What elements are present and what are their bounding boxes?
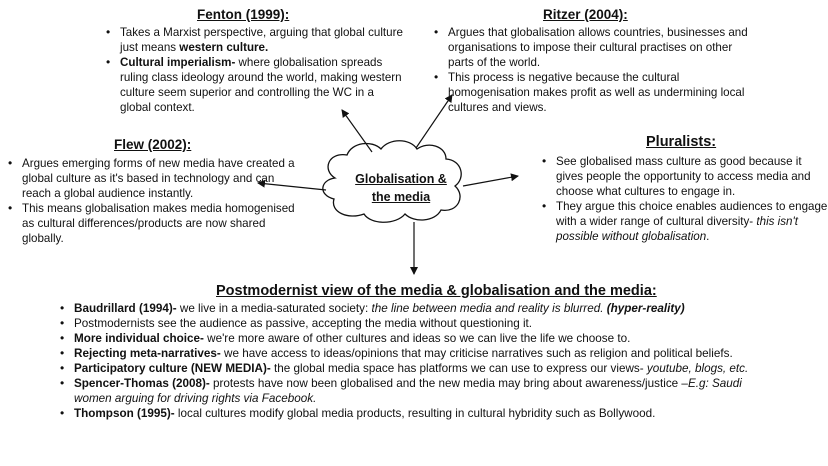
postmodernist-point-1: • Baudrillard (1994)- we live in a media-saturated society: the line between media and reality is blurred. (hyper-reality): [58, 301, 778, 316]
ritzer-point-1: • Argues that globalisation allows countries, businesses and organisations to impose their cultural practises on other parts of the world.: [432, 25, 750, 70]
ritzer-point-2: • This process is negative because the cultural homogenisation makes profit as well as undermining local cultures and views.: [432, 70, 750, 115]
flew-point-2: • This means globalisation makes media homogenised as cultural differences/products are now shared globally.: [6, 201, 306, 246]
pluralists-block: [540, 154, 828, 244]
postmodernist-point-7: • Thompson (1995)- local cultures modify global media products, resulting in cultural hybridity such as Bollywood.: [58, 406, 778, 421]
fenton-block: [104, 25, 404, 115]
postmodernist-point-2: • Postmodernists see the audience as passive, accepting the media without questioning it.: [58, 316, 778, 331]
postmodernist-block: [58, 301, 778, 421]
pluralists-heading: Pluralists:: [646, 134, 717, 150]
postmodernist-point-3: • More individual choice- we're more aware of other cultures and ideas so we can live the life we choose to.: [58, 331, 778, 346]
pluralists-point-1: • See globalised mass culture as good because it gives people the opportunity to access media and choose what cultures to engage in.: [540, 154, 828, 199]
fenton-heading: Fenton (1999):: [197, 7, 290, 22]
pluralists-point-2: • They argue this choice enables audiences to engage with a wider range of cultural diversity- this isn't possible without globalisation.: [540, 199, 828, 244]
ritzer-block: [432, 25, 750, 115]
postmodernist-point-6: • Spencer-Thomas (2008)- protests have now been globalised and the new media may bring about awareness/justice –E.g: Saudi women arguing for driving rights via Facebook.: [58, 376, 778, 406]
arrow-to-pluralists: [463, 176, 518, 186]
postmodernist-point-5: • Participatory culture (NEW MEDIA)- the global media space has platforms we can use to express our views- youtube, blogs, etc.: [58, 361, 778, 376]
ritzer-heading: Ritzer (2004):: [543, 7, 628, 22]
flew-point-1: • Argues emerging forms of new media have created a global culture as it's based in technology and can reach a global audience instantly.: [6, 156, 306, 201]
fenton-point-2: • Cultural imperialism- where globalisation spreads ruling class ideology around the world, making western culture seem superior and controlling the WC in a global context.: [104, 55, 404, 115]
postmodernist-heading: Postmodernist view of the media & globalisation and the media:: [216, 283, 657, 299]
flew-heading: Flew (2002):: [114, 137, 192, 152]
center-topic: [349, 170, 453, 206]
fenton-point-1: • Takes a Marxist perspective, arguing that global culture just means western culture.: [104, 25, 404, 55]
flew-block: [6, 156, 306, 246]
center-topic-line-2: the media: [371, 190, 431, 204]
center-topic-line-1: Globalisation &: [355, 172, 447, 186]
postmodernist-point-4: • Rejecting meta-narratives- we have access to ideas/opinions that may criticise narratives such as religion and political beliefs.: [58, 346, 778, 361]
